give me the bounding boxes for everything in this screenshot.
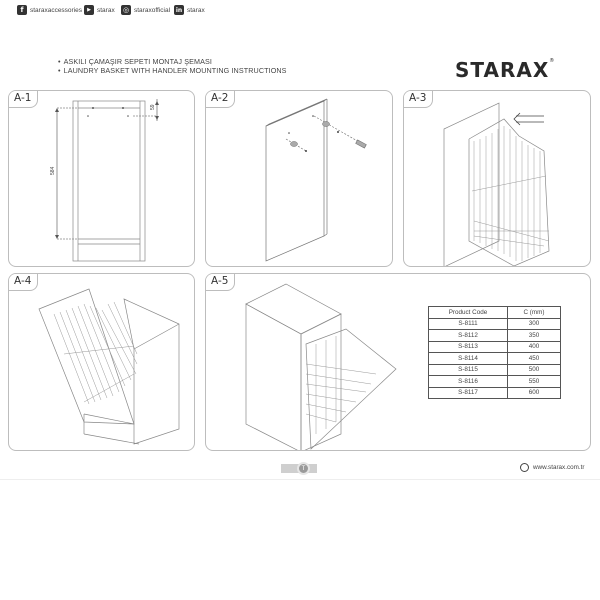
social-instagram[interactable]: [121, 5, 170, 15]
table-row: [429, 387, 561, 399]
globe-icon: [520, 463, 529, 472]
cell-code: S-8114: [429, 353, 508, 365]
cell-code: S-8117: [429, 387, 508, 399]
social-linkedin[interactable]: [174, 5, 205, 15]
panel-label: A-4: [8, 273, 38, 291]
table-row: [429, 341, 561, 353]
cell-c: 550: [508, 376, 561, 388]
panel-a5: [205, 273, 591, 451]
panel-a4: [8, 273, 195, 451]
linkedin-icon: in: [175, 6, 183, 14]
social-label: staraxaccessories: [30, 6, 83, 14]
cell-code: S-8111: [429, 318, 508, 330]
panel-a3: [403, 90, 591, 267]
starax-logo: [455, 58, 555, 82]
cell-code: S-8115: [429, 364, 508, 376]
instagram-icon: ◎: [122, 6, 130, 14]
cell-c: 400: [508, 341, 561, 353]
header-c-mm: C (mm): [508, 307, 561, 319]
cell-code: S-8112: [429, 330, 508, 342]
panel-a1: [8, 90, 195, 267]
panel-label: A-1: [8, 90, 38, 108]
table-row: [429, 318, 561, 330]
header-product-code: Product Code: [429, 307, 508, 319]
table-row: [429, 330, 561, 342]
product-code-table: [428, 306, 561, 399]
title-en: • LAUNDRY BASKET WITH HANDLER MOUNTING INSTRUCTIONS: [58, 66, 287, 75]
social-facebook[interactable]: [17, 5, 82, 15]
cell-c: 500: [508, 364, 561, 376]
cell-code: S-8113: [429, 341, 508, 353]
website-url: www.starax.com.tr: [533, 464, 585, 471]
basket-attach-diagram: [404, 91, 591, 267]
tse-badge-icon: T: [297, 462, 310, 475]
svg-text:59: 59: [150, 104, 156, 110]
panel-label: A-5: [205, 273, 235, 291]
cell-c: 300: [508, 318, 561, 330]
table-row: [429, 364, 561, 376]
cell-c: 450: [508, 353, 561, 365]
panel-label: A-3: [403, 90, 433, 108]
cell-c: 350: [508, 330, 561, 342]
table-row: [429, 353, 561, 365]
social-label: staraxofficial: [134, 6, 171, 14]
title-tr: • ASKILI ÇAMAŞIR SEPETI MONTAJ ŞEMASI: [58, 57, 287, 66]
youtube-icon: ▶: [84, 5, 94, 15]
table-row: [429, 376, 561, 388]
svg-text:584: 584: [50, 166, 56, 175]
basket-tilt-diagram: [9, 274, 195, 451]
social-label: starax: [187, 6, 205, 14]
cell-code: S-8116: [429, 376, 508, 388]
panel-a2: [205, 90, 393, 267]
cell-c: 600: [508, 387, 561, 399]
registered-mark: ®: [549, 58, 556, 64]
facebook-icon: f: [17, 5, 27, 15]
logo-text: STARAX: [455, 58, 550, 82]
door-hinge-diagram: [206, 91, 393, 267]
social-label: starax: [97, 6, 115, 14]
cabinet-front-diagram: [9, 91, 195, 267]
website-link[interactable]: [520, 463, 584, 472]
installed-cabinet-diagram: [206, 274, 406, 451]
document-title: [58, 57, 287, 75]
panel-label: A-2: [205, 90, 235, 108]
table-header-row: [429, 307, 561, 319]
social-youtube[interactable]: [84, 5, 115, 15]
